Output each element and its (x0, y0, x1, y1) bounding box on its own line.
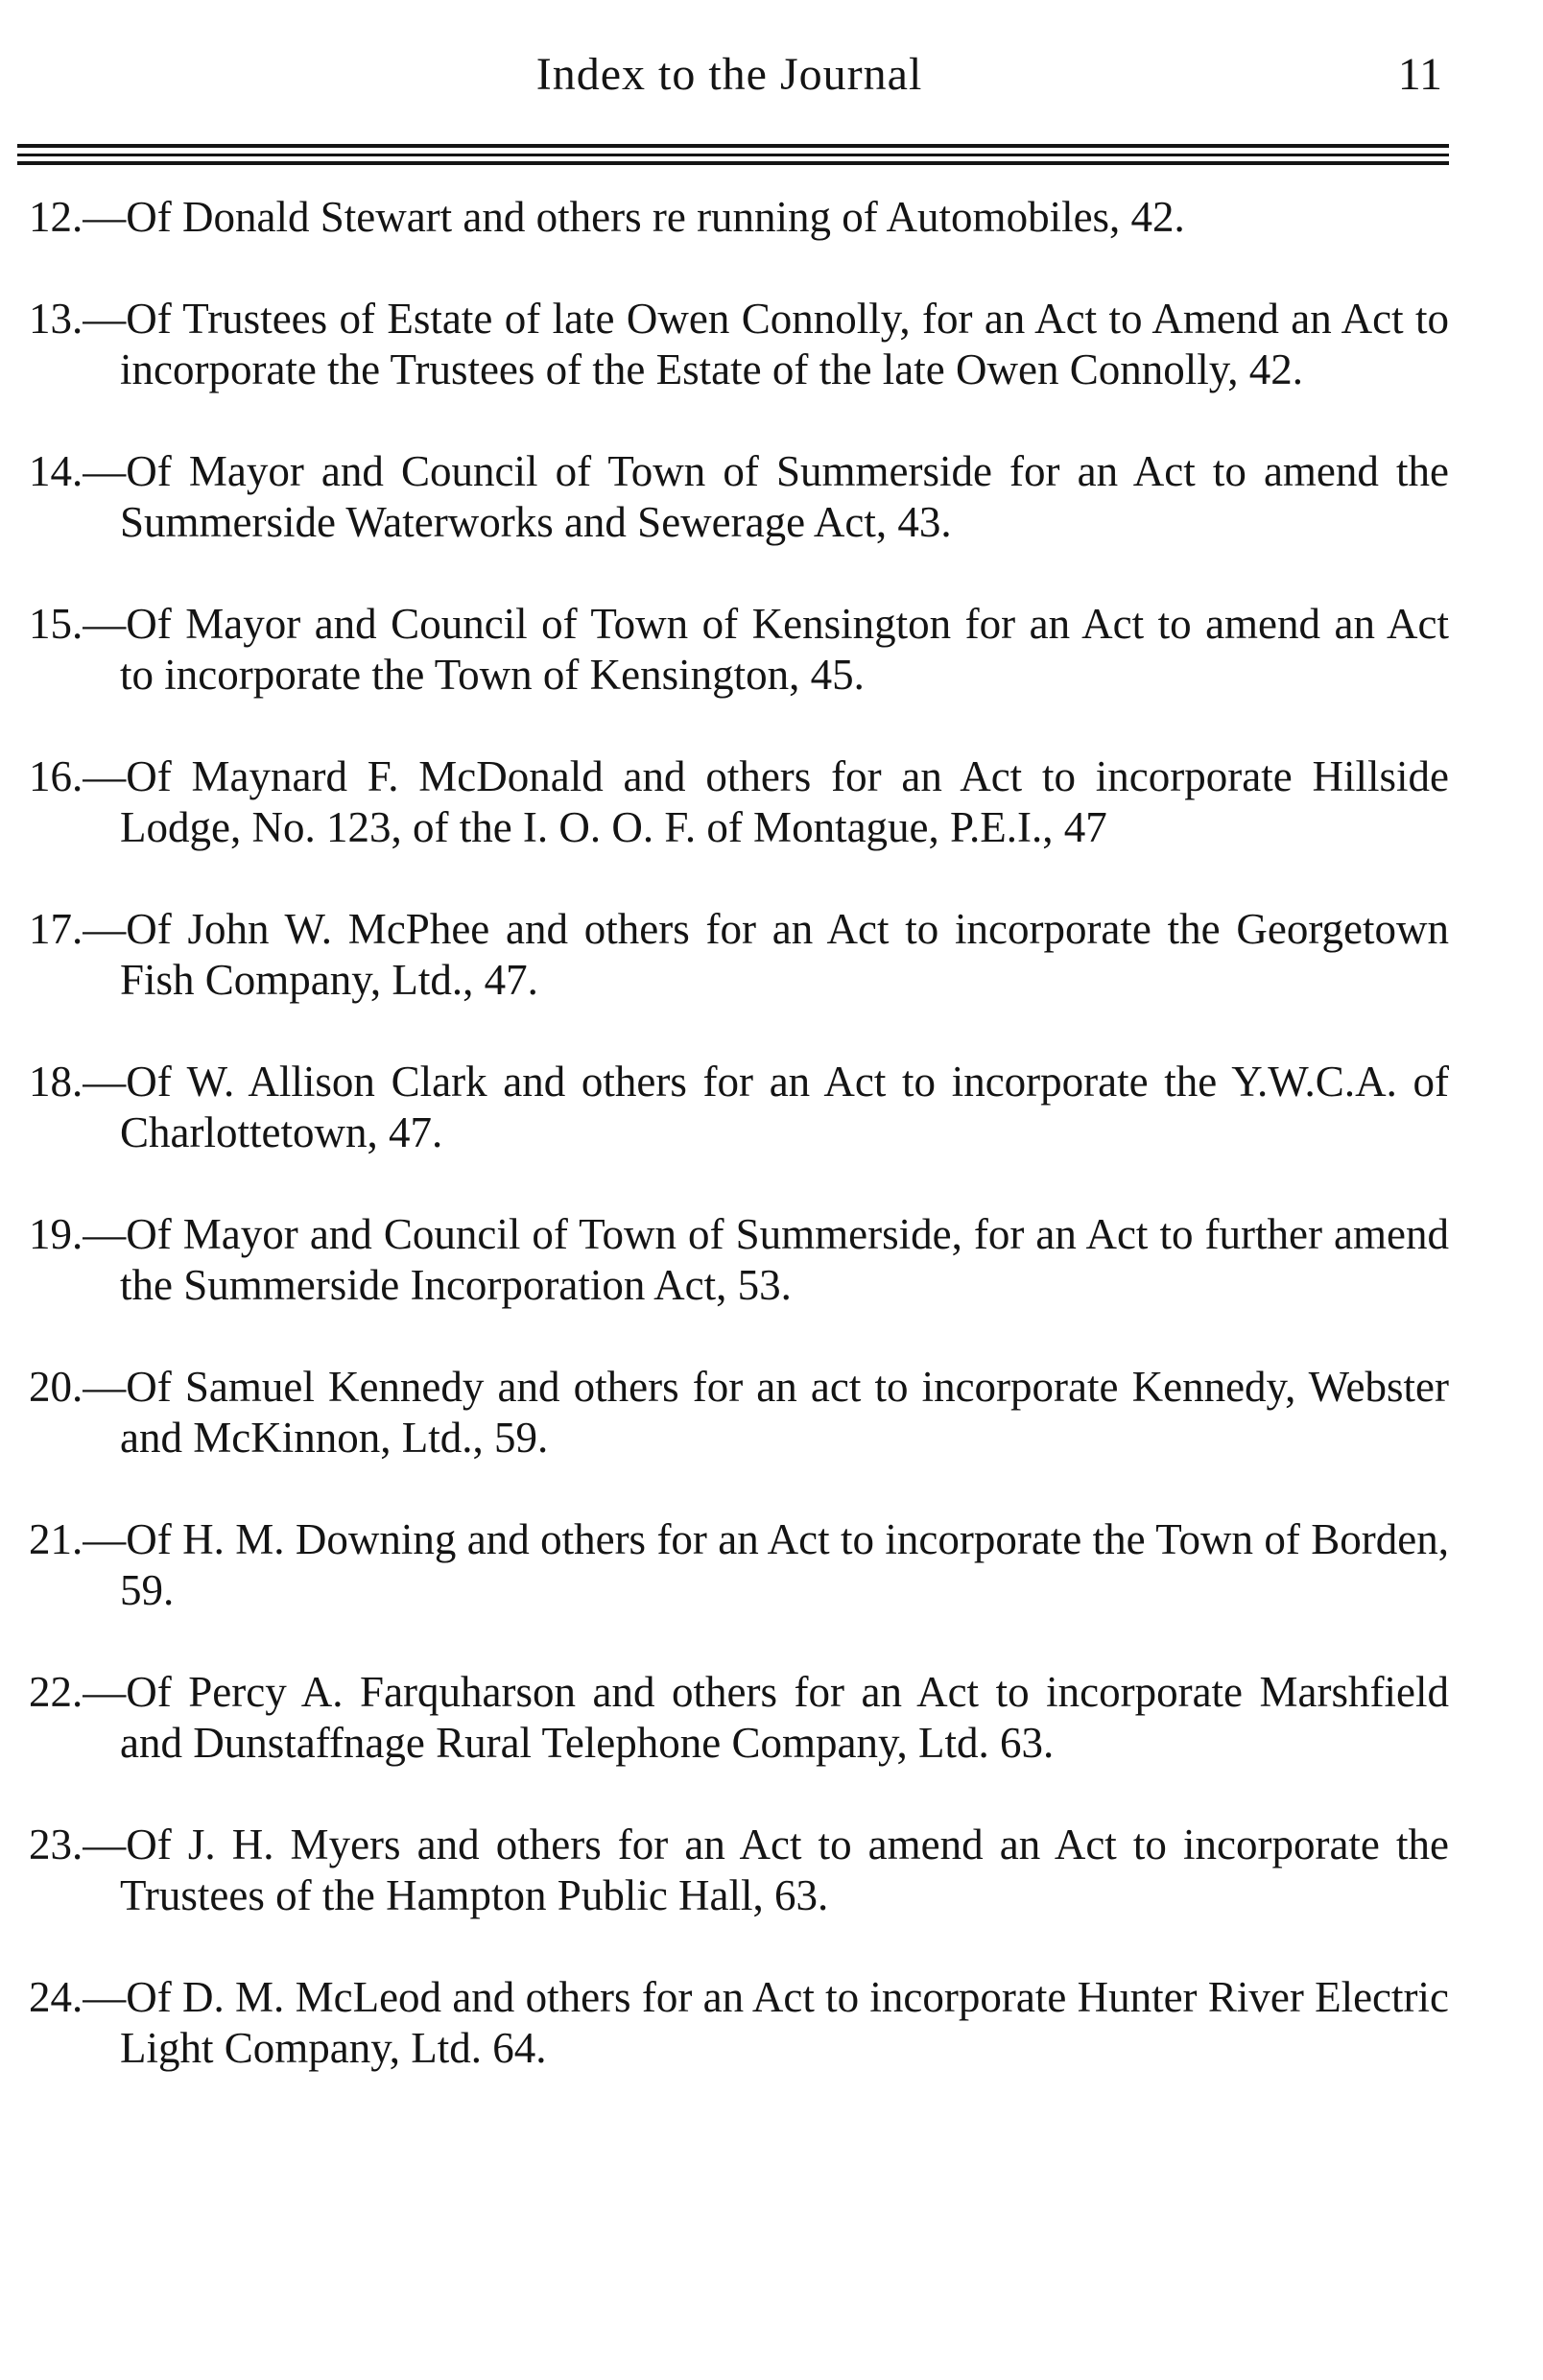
entry-text: —Of W. Allison Clark and others for an Act to incorporate the Y.W.C.A. of Charlottetown, 47. (83, 1058, 1449, 1156)
entry-text: —Of Mayor and Council of Town of Summerside, for an Act to further amend the Summerside Incorporation Act, 53. (83, 1210, 1449, 1309)
entry-number: 16. (29, 752, 83, 800)
index-entry-14 (29, 446, 1449, 548)
index-entry-18 (29, 1057, 1449, 1158)
entry-text: —Of Donald Stewart and others re running of Automobiles, 42. (83, 193, 1185, 241)
entry-text: —Of H. M. Downing and others for an Act to incorporate the Town of Borden, 59. (83, 1515, 1449, 1614)
entry-text: —Of Mayor and Council of Town of Summerside for an Act to amend the Summerside Waterworks and Sewerage Act, 43. (83, 447, 1449, 546)
entry-number: 18. (29, 1058, 83, 1106)
header-rule-bottom (17, 161, 1449, 165)
entry-number: 14. (29, 447, 83, 495)
entry-text: —Of Percy A. Farquharson and others for an Act to incorporate Marshfield and Dunstaffnage Rural Telephone Company, Ltd. 63. (83, 1668, 1449, 1767)
entry-number: 23. (29, 1821, 83, 1868)
index-entry-17 (29, 904, 1449, 1006)
index-entry-20 (29, 1362, 1449, 1464)
entry-number: 24. (29, 1973, 83, 2021)
index-entry-19 (29, 1209, 1449, 1311)
entry-text: —Of D. M. McLeod and others for an Act to incorporate Hunter River Electric Light Company, Ltd. 64. (83, 1973, 1449, 2072)
index-entry-15 (29, 599, 1449, 701)
header-rule-top (17, 144, 1449, 148)
entry-number: 15. (29, 600, 83, 648)
index-entry-24 (29, 1972, 1449, 2074)
page-header (0, 48, 1543, 106)
index-entry-12 (29, 192, 1449, 243)
entry-text: —Of J. H. Myers and others for an Act to amend an Act to incorporate the Trustees of the Hampton Public Hall, 63. (83, 1821, 1449, 1919)
header-rule-middle (17, 154, 1449, 156)
page-number: 11 (1397, 49, 1442, 100)
entry-number: 13. (29, 295, 83, 343)
entry-number: 17. (29, 905, 83, 953)
entry-text: —Of Maynard F. McDonald and others for an Act to incorporate Hillside Lodge, No. 123, of the I. O. O. F. of Montague, P.E.I., 47 (83, 752, 1449, 851)
entry-number: 12. (29, 193, 83, 241)
entry-text: —Of John W. McPhee and others for an Act to incorporate the Georgetown Fish Company, Ltd., 47. (83, 905, 1449, 1004)
entry-number: 21. (29, 1515, 83, 1563)
index-entry-21 (29, 1514, 1449, 1616)
entry-text: —Of Mayor and Council of Town of Kensington for an Act to amend an Act to incorporate the Town of Kensington, 45. (83, 600, 1449, 699)
entry-number: 22. (29, 1668, 83, 1716)
running-title: Index to the Journal (535, 49, 923, 100)
index-entry-22 (29, 1667, 1449, 1769)
entry-text: —Of Trustees of Estate of late Owen Connolly, for an Act to Amend an Act to incorporate the Trustees of the Estate of the late Owen Connolly, 42. (83, 295, 1449, 393)
index-entry-23 (29, 1820, 1449, 1921)
entry-text: —Of Samuel Kennedy and others for an act to incorporate Kennedy, Webster and McKinnon, Ltd., 59. (83, 1363, 1449, 1462)
index-entry-13 (29, 294, 1449, 395)
entry-number: 20. (29, 1363, 83, 1411)
index-entries (29, 192, 1449, 2125)
entry-number: 19. (29, 1210, 83, 1258)
index-entry-16 (29, 751, 1449, 853)
